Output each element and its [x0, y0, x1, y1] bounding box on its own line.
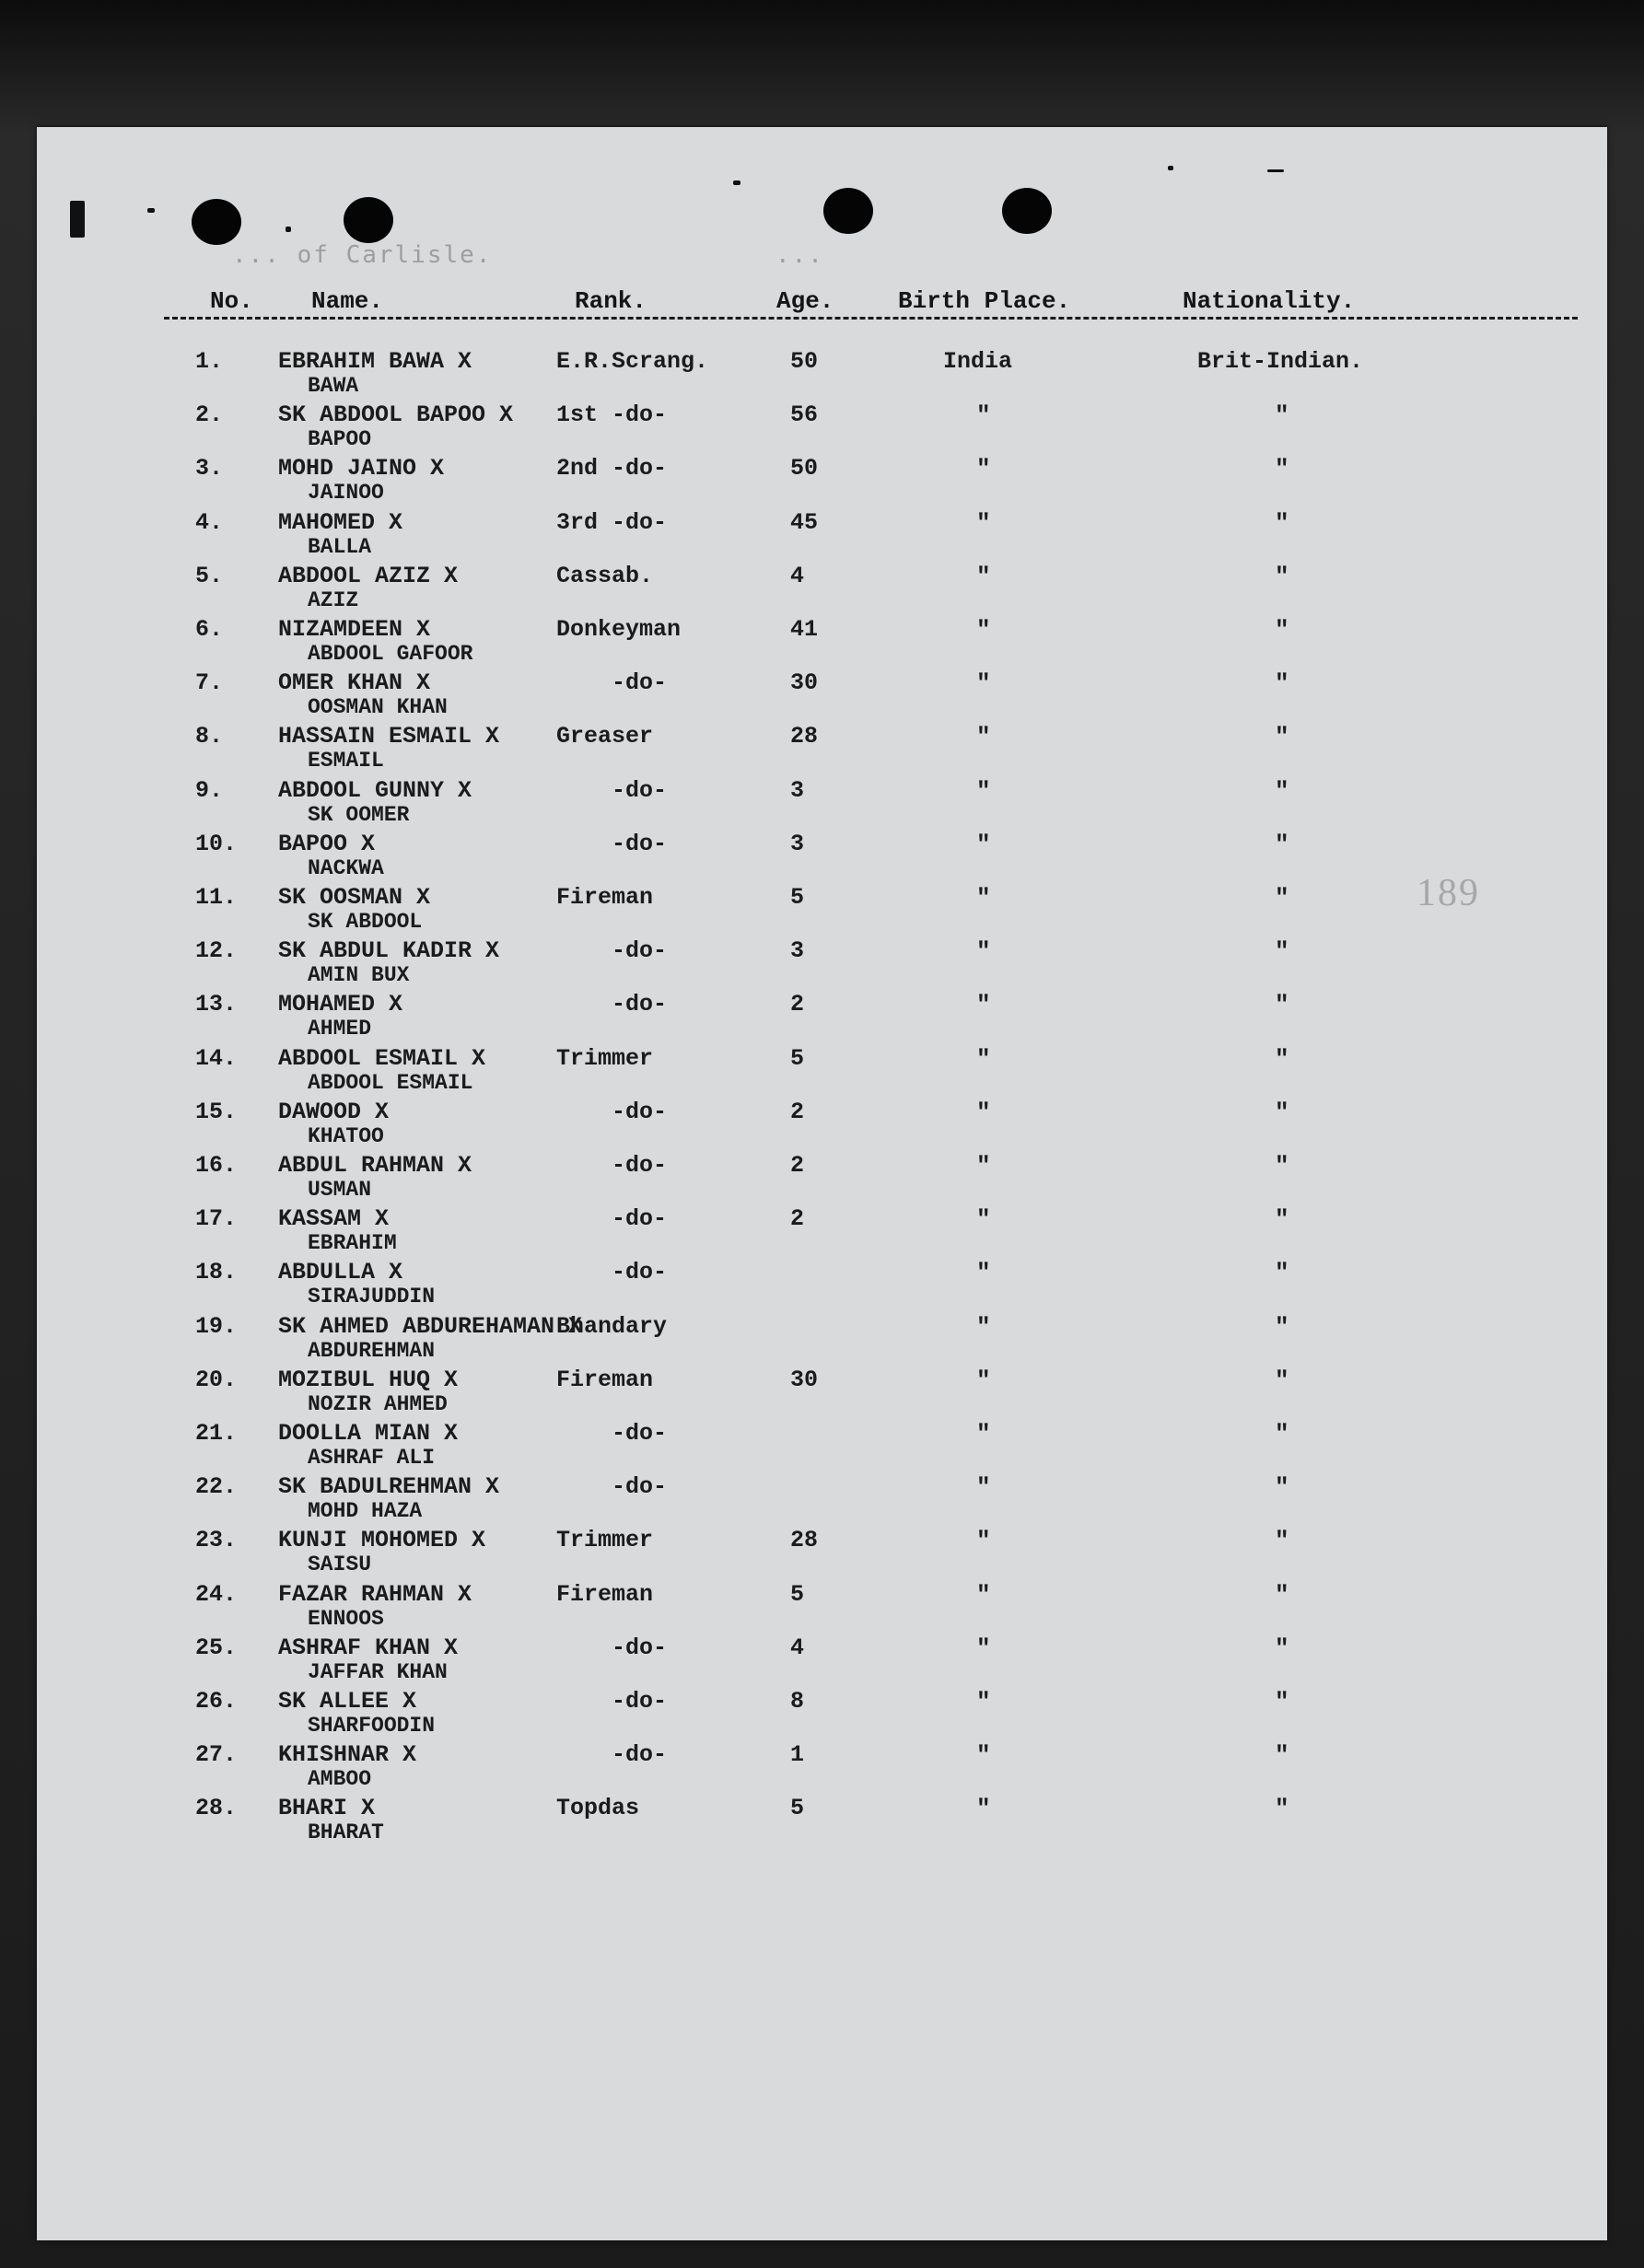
- crew-row-nationality: ": [1275, 1527, 1289, 1554]
- crew-row-name: ABDULLA X: [278, 1259, 403, 1285]
- crew-row-alias: SAISU: [308, 1553, 372, 1576]
- scan-speck: [733, 180, 740, 185]
- crew-row-birth-place: ": [976, 777, 991, 805]
- crew-row-number: 9.: [195, 777, 224, 804]
- crew-row-number: 4.: [195, 509, 224, 536]
- scan-speck: [1168, 166, 1173, 170]
- punch-hole: [192, 199, 241, 245]
- crew-row-birth-place: ": [976, 1313, 991, 1341]
- crew-row-birth-place: ": [976, 1527, 991, 1554]
- column-header-age: Age.: [776, 287, 834, 315]
- crew-row-number: 19.: [195, 1313, 238, 1340]
- crew-row-age: 3: [790, 831, 805, 857]
- crew-row-age: 2: [790, 1152, 805, 1179]
- crew-row-alias: NACKWA: [308, 856, 384, 880]
- crew-row-name: ABDOOL AZIZ X: [278, 563, 459, 589]
- crew-row-age: 41: [790, 616, 819, 643]
- crew-row-name: SK ABDOOL BAPOO X: [278, 401, 514, 428]
- crew-row-rank: Fireman: [556, 1581, 654, 1608]
- crew-row-age: 50: [790, 455, 819, 482]
- crew-row-age: 30: [790, 669, 819, 696]
- crew-row-nationality: ": [1275, 1420, 1289, 1448]
- crew-row-number: 12.: [195, 937, 238, 964]
- crew-row-birth-place: ": [976, 563, 991, 590]
- crew-row-number: 10.: [195, 831, 238, 857]
- crew-row-name: BHARI X: [278, 1795, 376, 1821]
- crew-row-age: 4: [790, 1634, 805, 1661]
- crew-row-rank: 3rd -do-: [556, 509, 668, 536]
- crew-row-alias: OOSMAN KHAN: [308, 695, 448, 719]
- crew-row-name: ABDOOL ESMAIL X: [278, 1045, 486, 1072]
- punch-hole: [344, 197, 393, 243]
- crew-row-number: 27.: [195, 1741, 238, 1768]
- crew-row-rank: -do-: [612, 1473, 668, 1500]
- crew-row-name: OMER KHAN X: [278, 669, 431, 696]
- crew-row-nationality: ": [1275, 1741, 1289, 1769]
- crew-row-alias: SK ABDOOL: [308, 910, 423, 934]
- crew-row-rank: Fireman: [556, 1367, 654, 1393]
- crew-row-number: 21.: [195, 1420, 238, 1447]
- crew-row-nationality: ": [1275, 1099, 1289, 1126]
- crew-row-nationality: ": [1275, 991, 1289, 1018]
- crew-row-age: 5: [790, 1581, 805, 1608]
- crew-row-nationality: ": [1275, 1634, 1289, 1662]
- crew-row-birth-place: India: [943, 348, 1013, 375]
- crew-row-number: 15.: [195, 1099, 238, 1125]
- crew-row-number: 18.: [195, 1259, 238, 1285]
- crew-row-birth-place: ": [976, 1152, 991, 1180]
- crew-row-name: KHISHNAR X: [278, 1741, 417, 1768]
- crew-row-rank: Bhandary: [556, 1313, 668, 1340]
- crew-row-number: 11.: [195, 884, 238, 911]
- crew-row-alias: SK OOMER: [308, 803, 410, 827]
- crew-row-nationality: ": [1275, 831, 1289, 858]
- crew-row-name: MOZIBUL HUQ X: [278, 1367, 459, 1393]
- crew-row-name: EBRAHIM BAWA X: [278, 348, 472, 375]
- crew-row-alias: SHARFOODIN: [308, 1714, 436, 1738]
- crew-row-name: SK BADULREHMAN X: [278, 1473, 500, 1500]
- crew-row-alias: SIRAJUDDIN: [308, 1285, 436, 1308]
- crew-row-name: HASSAIN ESMAIL X: [278, 723, 500, 750]
- crew-row-number: 1.: [195, 348, 224, 375]
- column-header-no: No.: [210, 287, 253, 315]
- crew-row-name: DAWOOD X: [278, 1099, 390, 1125]
- crew-row-alias: KHATOO: [308, 1124, 384, 1148]
- crew-row-alias: BAPOO: [308, 427, 372, 451]
- crew-row-alias: EBRAHIM: [308, 1231, 397, 1255]
- crew-row-alias: JAINOO: [308, 481, 384, 505]
- crew-row-nationality: ": [1275, 669, 1289, 697]
- column-header-birth-place: Birth Place.: [898, 287, 1071, 315]
- crew-row-rank: -do-: [612, 1259, 668, 1285]
- crew-row-birth-place: ": [976, 937, 991, 965]
- crew-row-birth-place: ": [976, 1795, 991, 1822]
- crew-row-birth-place: ": [976, 1634, 991, 1662]
- crew-row-rank: -do-: [612, 1634, 668, 1661]
- crew-row-birth-place: ": [976, 455, 991, 483]
- crew-row-number: 25.: [195, 1634, 238, 1661]
- punch-hole: [1002, 188, 1052, 234]
- crew-row-number: 22.: [195, 1473, 238, 1500]
- crew-row-name: KUNJI MOHOMED X: [278, 1527, 486, 1553]
- crew-row-nationality: ": [1275, 455, 1289, 483]
- crew-row-nationality: ": [1275, 616, 1289, 644]
- crew-row-rank: -do-: [612, 937, 668, 964]
- scan-speck: [147, 208, 155, 213]
- column-header-name: Name.: [311, 287, 384, 315]
- faint-header-left: ... of Carlisle.: [232, 241, 493, 269]
- crew-row-nationality: ": [1275, 1259, 1289, 1286]
- crew-row-age: 5: [790, 1045, 805, 1072]
- crew-row-rank: Topdas: [556, 1795, 640, 1821]
- crew-row-age: 2: [790, 1099, 805, 1125]
- crew-row-name: MOHD JAINO X: [278, 455, 445, 482]
- crew-row-rank: -do-: [612, 831, 668, 857]
- crew-row-name: SK OOSMAN X: [278, 884, 431, 911]
- crew-row-alias: BALLA: [308, 535, 372, 559]
- crew-row-age: 28: [790, 723, 819, 750]
- crew-row-age: 1: [790, 1741, 805, 1768]
- crew-row-alias: AHMED: [308, 1017, 372, 1041]
- crew-row-age: 8: [790, 1688, 805, 1715]
- crew-row-name: ABDOOL GUNNY X: [278, 777, 472, 804]
- crew-row-alias: ASHRAF ALI: [308, 1446, 436, 1470]
- crew-row-nationality: ": [1275, 1688, 1289, 1716]
- crew-row-name: SK ALLEE X: [278, 1688, 417, 1715]
- header-underline: [164, 317, 1578, 320]
- crew-row-age: 28: [790, 1527, 819, 1553]
- crew-row-nationality: ": [1275, 401, 1289, 429]
- crew-row-rank: -do-: [612, 1741, 668, 1768]
- crew-row-rank: -do-: [612, 777, 668, 804]
- column-header-nationality: Nationality.: [1183, 287, 1356, 315]
- column-header-rank: Rank.: [575, 287, 647, 315]
- crew-row-rank: -do-: [612, 1688, 668, 1715]
- crew-row-rank: -do-: [612, 1420, 668, 1447]
- crew-row-birth-place: ": [976, 401, 991, 429]
- crew-row-name: KASSAM X: [278, 1205, 390, 1232]
- scan-speck: [70, 201, 85, 238]
- crew-row-alias: ABDOOL ESMAIL: [308, 1071, 473, 1095]
- crew-row-nationality: ": [1275, 1045, 1289, 1073]
- crew-row-rank: Greaser: [556, 723, 654, 750]
- crew-row-rank: Trimmer: [556, 1527, 654, 1553]
- crew-row-rank: Fireman: [556, 884, 654, 911]
- crew-row-age: 50: [790, 348, 819, 375]
- crew-row-number: 26.: [195, 1688, 238, 1715]
- crew-row-nationality: ": [1275, 723, 1289, 750]
- crew-row-name: MAHOMED X: [278, 509, 403, 536]
- crew-row-nationality: ": [1275, 1581, 1289, 1609]
- crew-row-age: 5: [790, 884, 805, 911]
- crew-row-birth-place: ": [976, 1099, 991, 1126]
- crew-row-number: 6.: [195, 616, 224, 643]
- crew-row-alias: USMAN: [308, 1178, 372, 1202]
- crew-row-birth-place: ": [976, 1367, 991, 1394]
- crew-row-name: BAPOO X: [278, 831, 376, 857]
- crew-row-rank: -do-: [612, 669, 668, 696]
- crew-row-number: 16.: [195, 1152, 238, 1179]
- crew-row-alias: BAWA: [308, 374, 359, 398]
- crew-row-alias: ABDOOL GAFOOR: [308, 642, 473, 666]
- crew-row-birth-place: ": [976, 884, 991, 912]
- crew-row-name: ASHRAF KHAN X: [278, 1634, 459, 1661]
- crew-row-rank: Trimmer: [556, 1045, 654, 1072]
- crew-row-nationality: ": [1275, 937, 1289, 965]
- crew-row-number: 8.: [195, 723, 224, 750]
- crew-row-alias: ABDUREHMAN: [308, 1339, 436, 1363]
- crew-row-birth-place: ": [976, 1259, 991, 1286]
- crew-row-birth-place: ": [976, 616, 991, 644]
- crew-row-name: NIZAMDEEN X: [278, 616, 431, 643]
- crew-row-rank: -do-: [612, 1099, 668, 1125]
- scan-speck: [1267, 169, 1284, 172]
- crew-row-rank: -do-: [612, 1152, 668, 1179]
- crew-row-nationality: ": [1275, 1795, 1289, 1822]
- scan-speck: [286, 227, 291, 232]
- crew-row-age: 4: [790, 563, 805, 589]
- crew-row-number: 2.: [195, 401, 224, 428]
- crew-row-name: DOOLLA MIAN X: [278, 1420, 459, 1447]
- crew-row-rank: Cassab.: [556, 563, 654, 589]
- crew-row-number: 20.: [195, 1367, 238, 1393]
- crew-row-alias: ESMAIL: [308, 749, 384, 773]
- crew-row-age: 45: [790, 509, 819, 536]
- crew-row-age: 3: [790, 777, 805, 804]
- crew-row-birth-place: ": [976, 1420, 991, 1448]
- crew-row-number: 23.: [195, 1527, 238, 1553]
- crew-row-number: 17.: [195, 1205, 238, 1232]
- crew-row-nationality: ": [1275, 884, 1289, 912]
- crew-row-nationality: ": [1275, 1205, 1289, 1233]
- crew-row-number: 5.: [195, 563, 224, 589]
- crew-row-nationality: ": [1275, 777, 1289, 805]
- crew-row-alias: JAFFAR KHAN: [308, 1660, 448, 1684]
- crew-row-name: MOHAMED X: [278, 991, 403, 1018]
- crew-row-birth-place: ": [976, 723, 991, 750]
- crew-row-age: 2: [790, 991, 805, 1018]
- crew-row-nationality: ": [1275, 509, 1289, 537]
- crew-row-birth-place: ": [976, 991, 991, 1018]
- crew-row-birth-place: ": [976, 509, 991, 537]
- crew-row-name: FAZAR RAHMAN X: [278, 1581, 472, 1608]
- crew-row-birth-place: ": [976, 669, 991, 697]
- crew-row-name: SK ABDUL KADIR X: [278, 937, 500, 964]
- crew-row-birth-place: ": [976, 1741, 991, 1769]
- crew-row-birth-place: ": [976, 1581, 991, 1609]
- crew-row-alias: ENNOOS: [308, 1607, 384, 1631]
- crew-row-number: 24.: [195, 1581, 238, 1608]
- crew-row-birth-place: ": [976, 1688, 991, 1716]
- crew-row-nationality: ": [1275, 563, 1289, 590]
- crew-row-rank: 1st -do-: [556, 401, 668, 428]
- crew-row-age: 5: [790, 1795, 805, 1821]
- crew-row-birth-place: ": [976, 1205, 991, 1233]
- crew-row-birth-place: ": [976, 831, 991, 858]
- crew-row-name: SK AHMED ABDUREHAMAN X: [278, 1313, 583, 1340]
- crew-row-number: 13.: [195, 991, 238, 1018]
- crew-row-alias: AMBOO: [308, 1767, 372, 1791]
- crew-row-nationality: ": [1275, 1473, 1289, 1501]
- punch-hole: [823, 188, 873, 234]
- crew-row-rank: 2nd -do-: [556, 455, 668, 482]
- crew-row-nationality: ": [1275, 1367, 1289, 1394]
- crew-row-number: 14.: [195, 1045, 238, 1072]
- page-number: 189: [1417, 872, 1480, 914]
- crew-row-age: 2: [790, 1205, 805, 1232]
- paper-sheet: [37, 127, 1607, 2240]
- crew-row-alias: BHARAT: [308, 1820, 384, 1844]
- crew-row-birth-place: ": [976, 1473, 991, 1501]
- crew-row-age: 3: [790, 937, 805, 964]
- crew-row-alias: MOHD HAZA: [308, 1499, 423, 1523]
- crew-row-rank: E.R.Scrang.: [556, 348, 709, 375]
- crew-row-nationality: Brit-Indian.: [1197, 348, 1364, 375]
- crew-row-age: 56: [790, 401, 819, 428]
- crew-row-rank: -do-: [612, 1205, 668, 1232]
- crew-row-age: 30: [790, 1367, 819, 1393]
- crew-row-rank: -do-: [612, 991, 668, 1018]
- crew-row-alias: NOZIR AHMED: [308, 1392, 448, 1416]
- crew-row-rank: Donkeyman: [556, 616, 682, 643]
- crew-row-number: 28.: [195, 1795, 238, 1821]
- crew-row-nationality: ": [1275, 1152, 1289, 1180]
- crew-row-alias: AZIZ: [308, 588, 359, 612]
- crew-row-alias: AMIN BUX: [308, 963, 410, 987]
- crew-row-number: 7.: [195, 669, 224, 696]
- crew-row-birth-place: ": [976, 1045, 991, 1073]
- crew-row-name: ABDUL RAHMAN X: [278, 1152, 472, 1179]
- faint-header-right: ...: [775, 241, 824, 269]
- crew-row-nationality: ": [1275, 1313, 1289, 1341]
- crew-row-number: 3.: [195, 455, 224, 482]
